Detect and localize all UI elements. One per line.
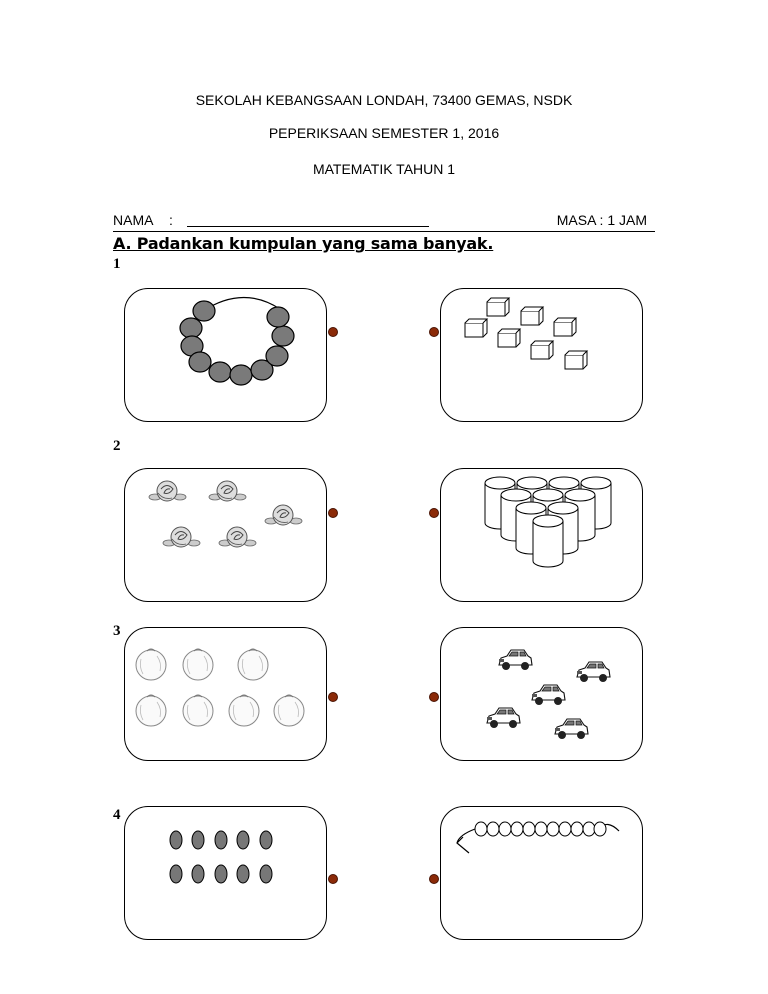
question-number-1: 1 [113,256,121,272]
name-colon: : [169,212,173,228]
orange-icon [183,695,213,726]
q2-left-match-dot[interactable] [328,508,338,518]
oval-counter-icon [215,831,227,849]
cube-icon [465,319,487,337]
q4-left-box [124,806,327,940]
q4-right-match-dot[interactable] [429,874,439,884]
question-number-4: 4 [113,807,121,823]
car-icon [532,685,565,705]
car-icon [499,650,532,670]
bead-chain-icon [441,807,644,941]
q1-left-match-dot[interactable] [328,327,338,337]
orange-icon [136,695,166,726]
q3-left-box [124,627,327,761]
oval-counter-icon [170,865,182,883]
oval-counter-icon [237,865,249,883]
q1-left-box [124,288,327,422]
orange-icon [229,695,259,726]
q3-right-match-dot[interactable] [429,692,439,702]
oval-counter-group-icon [125,807,328,941]
rose-icon [219,527,256,547]
cube-group-icon [441,289,644,423]
cube-icon [521,307,543,325]
oval-counter-icon [215,865,227,883]
orange-icon [136,649,166,680]
oval-counter-icon [192,831,204,849]
q2-right-match-dot[interactable] [429,508,439,518]
cylinder-icon [533,515,563,567]
school-name: SEKOLAH KEBANGSAAN LONDAH, 73400 GEMAS, NSDK [195,92,573,108]
name-label: NAMA [113,212,154,228]
name-field[interactable] [187,212,429,227]
q2-right-box [440,468,643,602]
rose-icon [163,527,200,547]
orange-icon [238,649,268,680]
cube-icon [487,298,509,316]
rose-icon [209,481,246,501]
oval-counter-icon [170,831,182,849]
oval-counter-icon [260,831,272,849]
rose-icon [149,481,186,501]
cube-icon [554,318,576,336]
oval-counter-icon [192,865,204,883]
oval-counter-icon [260,865,272,883]
rose-group-icon [125,469,328,603]
cylinder-group-icon [441,469,644,603]
beads-on-string-icon [125,289,328,423]
q1-right-box [440,288,643,422]
orange-icon [183,649,213,680]
q3-left-match-dot[interactable] [328,692,338,702]
exam-title: PEPERIKSAAN SEMESTER 1, 2016 [268,125,500,141]
time-label: MASA : 1 JAM [556,212,647,228]
orange-group-icon [125,628,328,762]
subject-title: MATEMATIK TAHUN 1 [312,161,456,177]
car-icon [577,662,610,682]
q3-right-box [440,627,643,761]
car-group-icon [441,628,644,762]
rose-icon [265,505,302,525]
cube-icon [531,341,553,359]
orange-icon [274,695,304,726]
car-icon [487,708,520,728]
question-number-3: 3 [113,623,121,639]
car-icon [555,719,588,739]
oval-counter-icon [237,831,249,849]
section-title: A. Padankan kumpulan yang sama banyak. [113,234,494,253]
q2-left-box [124,468,327,602]
cube-icon [498,329,520,347]
q4-left-match-dot[interactable] [328,874,338,884]
question-number-2: 2 [113,438,121,454]
cube-icon [565,351,587,369]
name-row [113,212,655,232]
q4-right-box [440,806,643,940]
q1-right-match-dot[interactable] [429,327,439,337]
